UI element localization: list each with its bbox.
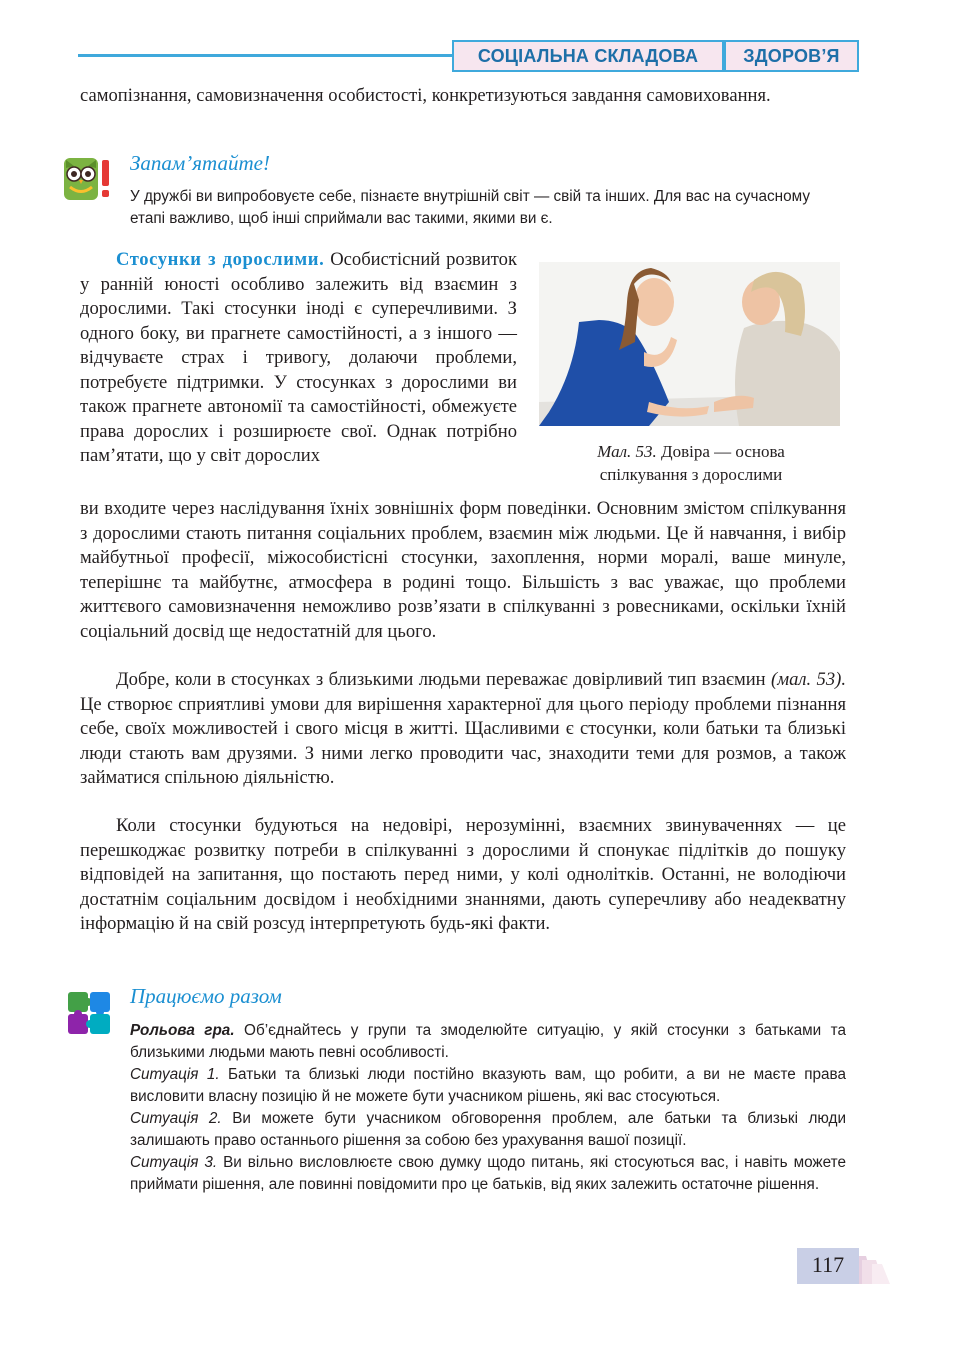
section-lead: Стосунки з дорослими. xyxy=(116,249,325,270)
section-wrap-text: Особистісний розвиток у ранній юності особливо залежить від взаємин з дорослими. Такі стосунки іноді є суперечливими. З одного боку, ви прагнете самостійності, а з іншого — відчуваєте страх і тривогу, долаючи проблеми, потребуєте підтримки. У стосунках з дорослими ви також прагнете автономії та самостійності, обмежуєте права дорослих і розширюєте свої. Однак потрібно пам’ятати, що у світ дорослих xyxy=(80,249,517,466)
situation-text: Ви можете бути учасником обговорення проблем, але батьки та близькі люди залишають право останнього рішення за собою без урахування вашої позиції. xyxy=(130,1110,846,1149)
caption-label: Мал. 53. xyxy=(597,442,657,461)
section-subtitle: ЗДОРОВ’Я xyxy=(724,40,859,72)
situation-1 xyxy=(130,1064,846,1108)
situation-text: Батьки та близькі люди постійно вказують вам, що робити, а ви не маєте права висловити власну позицію й не можете бути учасником рішень, які вас стосуються. xyxy=(130,1066,846,1105)
work-heading: Працюємо разом xyxy=(130,984,282,1008)
role-text: Об’єднайтесь у групи та змоделюйте ситуацію, у якій стосунки з батьками та близькими людьми мають певні особливості. xyxy=(130,1022,847,1061)
situation-label: Ситуація 3. xyxy=(130,1154,218,1171)
page-number: 117 xyxy=(797,1248,859,1284)
section-paragraph-continued: ви входите через наслідування їхніх зовнішніх форм поведінки. Основним змістом спілкування з дорослими стають питання соціальних проблем, взаємин між людьми. Це й навчання, і вибір майбутньої професії, міжособистісні стосунки, захоплення, норми моралі, ваше минуле, теперішнє та майбутнє, атмосфера в родині тощо. Більшість з вас уважає, що проблеми життєвого самовизначення неможливо розв’язати в спілкуванні з ровесниками, оскільки їхній соціальний досвід ще недостатній для цього. xyxy=(80,498,846,642)
situation-2 xyxy=(130,1108,846,1152)
figure-caption xyxy=(560,440,822,486)
intro-paragraph: самопізнання, самовизначення особистості, конкретизуються завдання самовиховання. xyxy=(80,85,771,106)
paragraph-trust-a: Добре, коли в стосунках з близькими людьми переважає довірливий тип взаємин xyxy=(116,669,766,690)
section-paragraph-wrapped xyxy=(80,248,517,469)
paragraph-trust xyxy=(80,668,846,791)
remember-text: У дружбі ви випробовуєте себе, пізнаєте внутрішній світ — свій та інших. Для вас на сучасному етапі важливо, щоб інші сприймали вас такими, якими ви є. xyxy=(130,188,810,227)
owl-exclamation-icon xyxy=(62,154,112,204)
situation-text: Ви вільно висловлюєте свою думку щодо питань, які стосуються вас, і навіть можете приймати рішення, але повинні повідомити про це батьків, від яких залежить остаточне рішення. xyxy=(130,1154,846,1193)
paragraph-trust-b: Це створює сприятливі умови для вирішення характерної для цього періоду проблеми пізнання себе, своїх можливостей і свого місця в житті. Щасливими є стосунки, коли батьки та близькі люди стають вам друзями. З ними легко проводити час, знаходити теми для розмов, а також займатися спільною діяльністю. xyxy=(80,693,846,788)
situation-label: Ситуація 2. xyxy=(130,1110,222,1127)
paragraph-distrust: Коли стосунки будуються на недовірі, нерозумінні, взаємних звинуваченнях — це перешкоджає розвитку потреби в спілкуванні з дорослими й спонукає підлітків до пошуку відповідей на запитання, що постають перед ними, у колі однолітків. Останні, не володіючи достатнім соціальним досвідом і необхідними знаннями, дають суперечливу або неадекватну інформацію й на свій розсуд інтерпретують будь-які факти. xyxy=(80,815,846,934)
remember-heading: Запам’ятайте! xyxy=(130,151,270,175)
role-game xyxy=(130,1020,846,1064)
section-title: СОЦІАЛЬНА СКЛАДОВА xyxy=(452,40,724,72)
figure-photo xyxy=(539,262,840,426)
caption-text: Довіра — основа спілкування з дорослими xyxy=(599,442,785,484)
work-text xyxy=(130,1020,846,1196)
figure-reference: (мал. 53). xyxy=(771,669,846,690)
role-label: Рольова гра. xyxy=(130,1022,235,1039)
situation-3 xyxy=(130,1152,846,1196)
puzzle-pieces-icon xyxy=(66,990,112,1036)
situation-label: Ситуація 1. xyxy=(130,1066,220,1083)
header-rule xyxy=(78,54,458,57)
